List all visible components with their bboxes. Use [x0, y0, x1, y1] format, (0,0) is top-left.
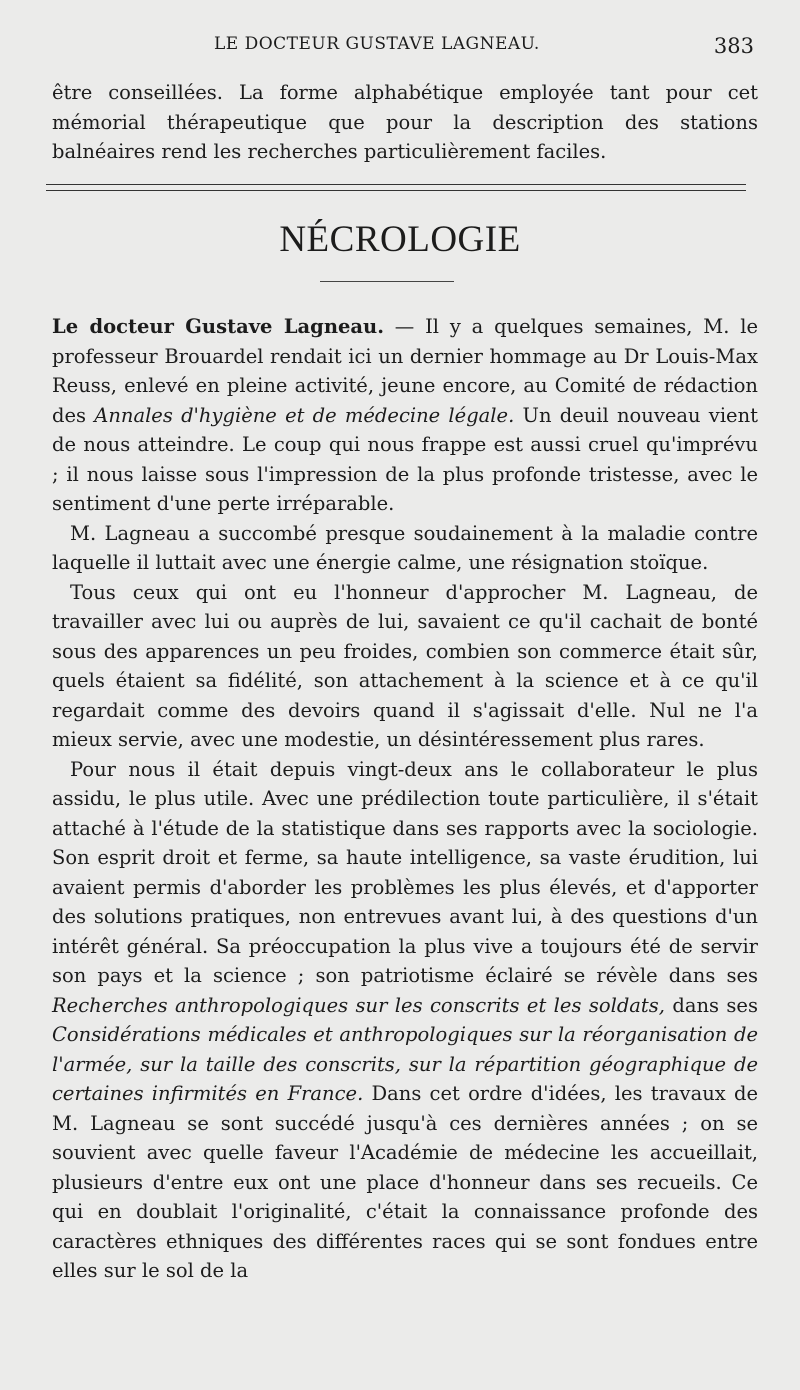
- work-title-recherches: Recherches anthropologiques sur les conscrits et les soldats,: [52, 993, 665, 1017]
- article-heading: Le docteur Gustave Lagneau.: [52, 315, 385, 338]
- running-title: LE DOCTEUR GUSTAVE LAGNEAU.: [214, 34, 540, 54]
- double-rule-divider: [46, 184, 746, 191]
- running-head: [0, 34, 800, 58]
- journal-title: Annales d'hygiène et de médecine légale.: [94, 403, 515, 427]
- article-paragraph-3: Tous ceux qui ont eu l'honneur d'approcher M. Lagneau, de travailler avec lui ou auprès de lui, savaient ce qu'il cachait de bonté sous des apparences un peu froides, combien son commerce était sûr, quels étaient sa fidélité, son attachement à la science et à ce qu'il regardait comme des devoirs quand il s'agissait d'elle. Nul ne l'a mieux servie, avec une modestie, un désintéressement plus rares.: [52, 580, 758, 751]
- section-title: NÉCROLOGIE: [279, 219, 521, 260]
- page-number: 383: [713, 34, 754, 58]
- section-title-underline: [320, 281, 454, 282]
- article-paragraph-1: [52, 312, 758, 519]
- intro-paragraph: être conseillées. La forme alphabétique employée tant pour cet mémorial thérapeutique que pour la description des stations balnéaires rend les recherches particulièrement faciles.: [52, 81, 758, 163]
- intro-paragraph-block: [52, 78, 758, 167]
- article-paragraph-2: M. Lagneau a succombé presque soudainement à la maladie contre laquelle il luttait avec une énergie calme, une résignation stoïque.: [52, 521, 758, 574]
- p4-text-b: dans ses: [664, 993, 758, 1017]
- p1-text-a: — Il y a quelques semaines, M. le professeur Brouardel rendait ici un dernier hommage au Dr Louis-Max Reuss, enlevé en pleine activité, jeune encore, au Comité de rédaction des: [52, 315, 758, 427]
- p1-text-b: Un deuil nouveau vient de nous atteindre. Le coup qui nous frappe est aussi cruel qu'imprévu ; il nous laisse sous l'impression de la plus profonde tristesse, avec le sentiment d'une perte irréparable.: [52, 403, 758, 515]
- article-paragraph-4: [52, 755, 758, 1286]
- p4-text-c: Dans cet ordre d'idées, les travaux de M. Lagneau se sont succédé jusqu'à ces dernières années ; on se souvient avec quelle faveur l'Académie de médecine les accueillait, plusieurs d'entre eux ont une place d'honneur dans ses recueils. Ce qui en doublait l'originalité, c'était la connaissance profonde des caractères ethniques des différentes races qui se sont fondues entre elles sur le sol de la: [52, 1082, 758, 1282]
- work-title-considerations: Considérations médicales et anthropologiques sur la réorganisation de l'armée, sur la taille des conscrits, sur la répartition géographique de certaines infirmités en France.: [52, 1023, 758, 1105]
- obituary-article: [52, 312, 758, 1286]
- p4-text-a: Pour nous il était depuis vingt-deux ans le collaborateur le plus assidu, le plus utile. Avec une prédilection toute particulière, il s'était attaché à l'étude de la statistique dans ses rapports avec la sociologie. Son esprit droit et ferme, sa haute intelligence, sa vaste érudition, lui avaient permis d'aborder les problèmes les plus élevés, et d'apporter des solutions pratiques, non entrevues avant lui, à des questions d'un intérêt général. Sa préoccupation la plus vive a toujours été de servir son pays et la science ; son patriotisme éclairé se révèle dans ses: [52, 757, 758, 987]
